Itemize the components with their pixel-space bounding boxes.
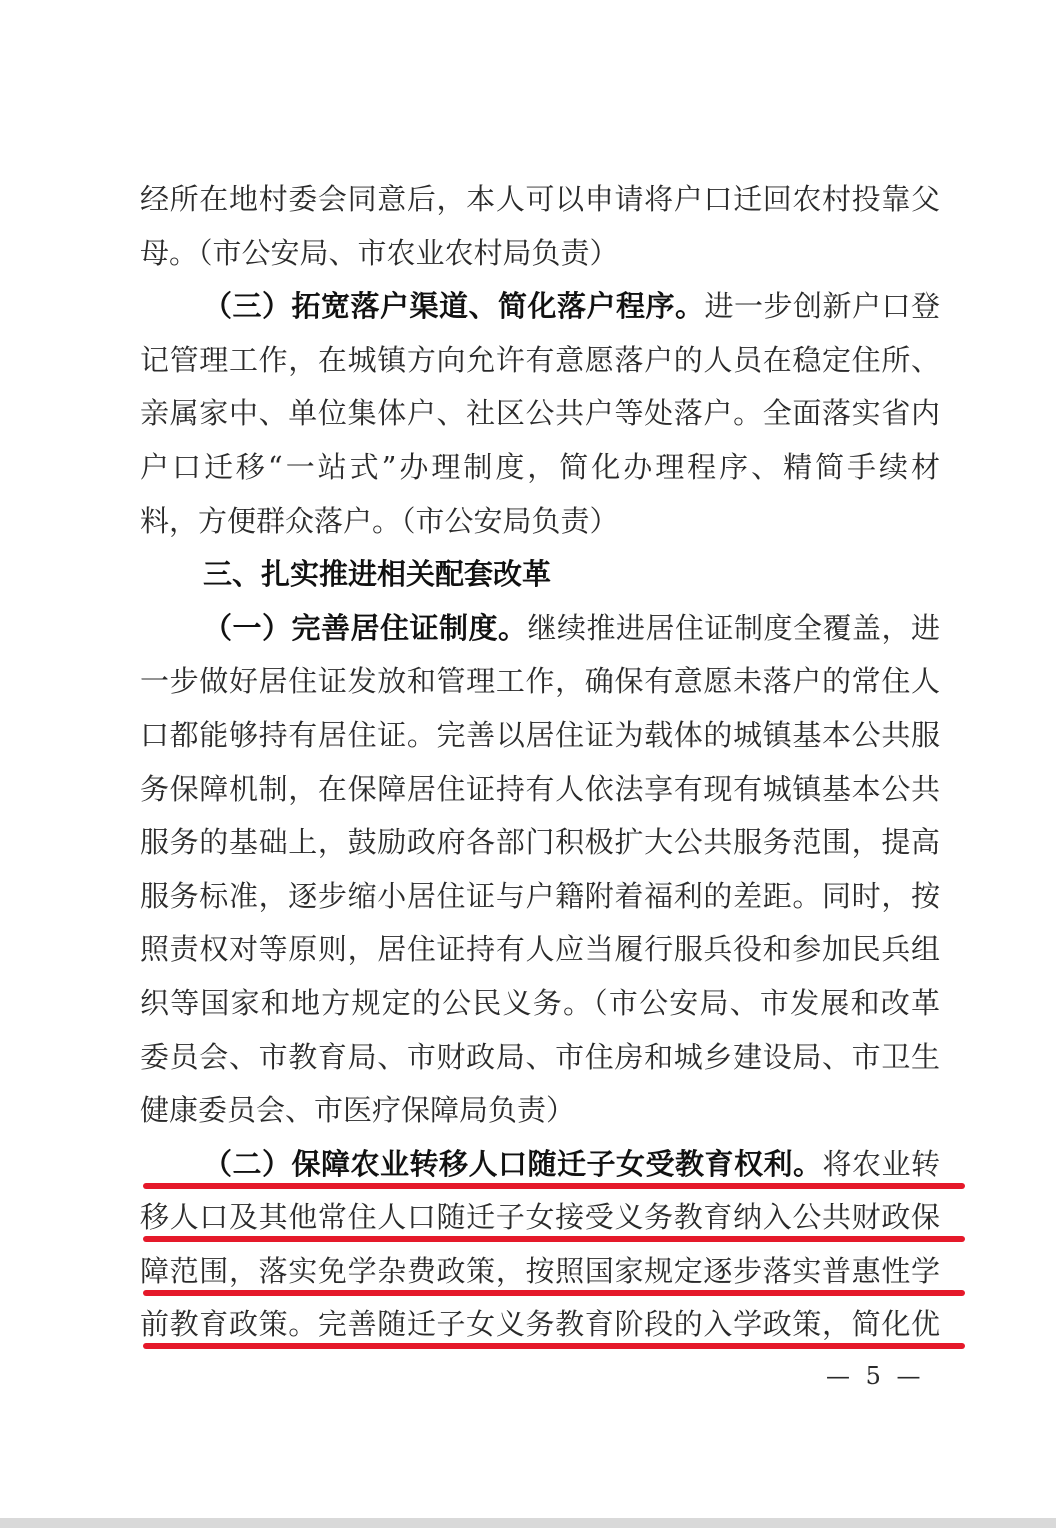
text-line <box>140 870 940 924</box>
text-line <box>140 602 940 656</box>
line-text: 料，方便群众落户。（市公安局负责） <box>140 503 619 538</box>
line-text: 经所在地村委会同意后，本人可以申请将户口迁回农村投靠父 <box>140 182 940 216</box>
line-text: 移人口及其他常住人口随迁子女接受义务教育纳入公共财政保 <box>140 1200 940 1235</box>
bottom-edge <box>0 1518 1056 1528</box>
red-underline-annotation <box>143 1236 965 1242</box>
text-line <box>140 923 940 977</box>
line-text: 口都能够持有居住证。完善以居住证为载体的城镇基本公共服 <box>140 717 940 752</box>
line-text: 服务的基础上，鼓励政府各部门积极扩大公共服务范围，提高 <box>140 825 940 860</box>
text-line <box>140 227 940 281</box>
text-line <box>140 1138 940 1192</box>
line-text: 亲属家中、单位集体户、社区公共户等处落户。全面落实省内 <box>140 396 940 431</box>
text-line <box>140 709 940 763</box>
text-line <box>140 977 940 1031</box>
subsection-title: （二）保障农业转移人口随迁子女受教育权利。 <box>203 1146 823 1181</box>
document-body <box>140 173 940 1352</box>
red-underline-annotation <box>143 1343 965 1349</box>
line-text: 委员会、市教育局、市财政局、市住房和城乡建设局、市卫生 <box>140 1039 940 1074</box>
text-line <box>140 387 940 441</box>
text-line <box>140 763 940 817</box>
text-line <box>140 334 940 388</box>
line-text: 户口迁移“一站式”办理制度，简化办理程序、精简手续材 <box>140 449 940 484</box>
line-text: 健康委员会、市医疗保障局负责） <box>140 1093 576 1128</box>
text-line <box>140 1031 940 1085</box>
text-line <box>140 441 940 495</box>
text-line <box>140 816 940 870</box>
line-text: 母。（市公安局、市农业农村局负责） <box>140 235 619 270</box>
subsection-title: （一）完善居住证制度。 <box>203 610 528 645</box>
text-line <box>140 173 940 227</box>
subsection-title: （三）拓宽落户渠道、简化落户程序。 <box>203 289 705 324</box>
section-heading <box>140 548 940 602</box>
line-text: 务保障机制，在保障居住证持有人依法享有现有城镇基本公共 <box>140 771 940 806</box>
line-text: 记管理工作，在城镇方向允许有意愿落户的人员在稳定住所、 <box>140 342 940 377</box>
text-line <box>140 495 940 549</box>
line-text: 障范围，落实免学杂费政策，按照国家规定逐步落实普惠性学 <box>140 1253 940 1288</box>
red-underline-annotation <box>143 1290 965 1296</box>
line-text: 一步做好居住证发放和管理工作，确保有意愿未落户的常住人 <box>140 664 940 699</box>
line-text: 将农业转 <box>822 1146 940 1181</box>
text-line <box>140 655 940 709</box>
line-text: 进一步创新户口登 <box>704 289 940 324</box>
text-line <box>140 1298 940 1352</box>
page-number: — 5 — <box>826 1362 925 1390</box>
line-text: 织等国家和地方规定的公民义务。（市公安局、市发展和改革 <box>140 985 940 1020</box>
text-line <box>140 280 940 334</box>
line-text: 服务标准，逐步缩小居住证与户籍附着福利的差距。同时，按 <box>140 878 940 913</box>
line-text: 三、扎实推进相关配套改革 <box>203 557 552 592</box>
text-line <box>140 1245 940 1299</box>
text-line <box>140 1084 940 1138</box>
red-underline-annotation <box>143 1183 965 1189</box>
line-text: 照责权对等原则，居住证持有人应当履行服兵役和参加民兵组 <box>140 932 940 967</box>
text-line <box>140 1191 940 1245</box>
line-text: 继续推进居住证制度全覆盖，进 <box>527 610 940 645</box>
line-text: 前教育政策。完善随迁子女义务教育阶段的入学政策，简化优 <box>140 1307 940 1342</box>
